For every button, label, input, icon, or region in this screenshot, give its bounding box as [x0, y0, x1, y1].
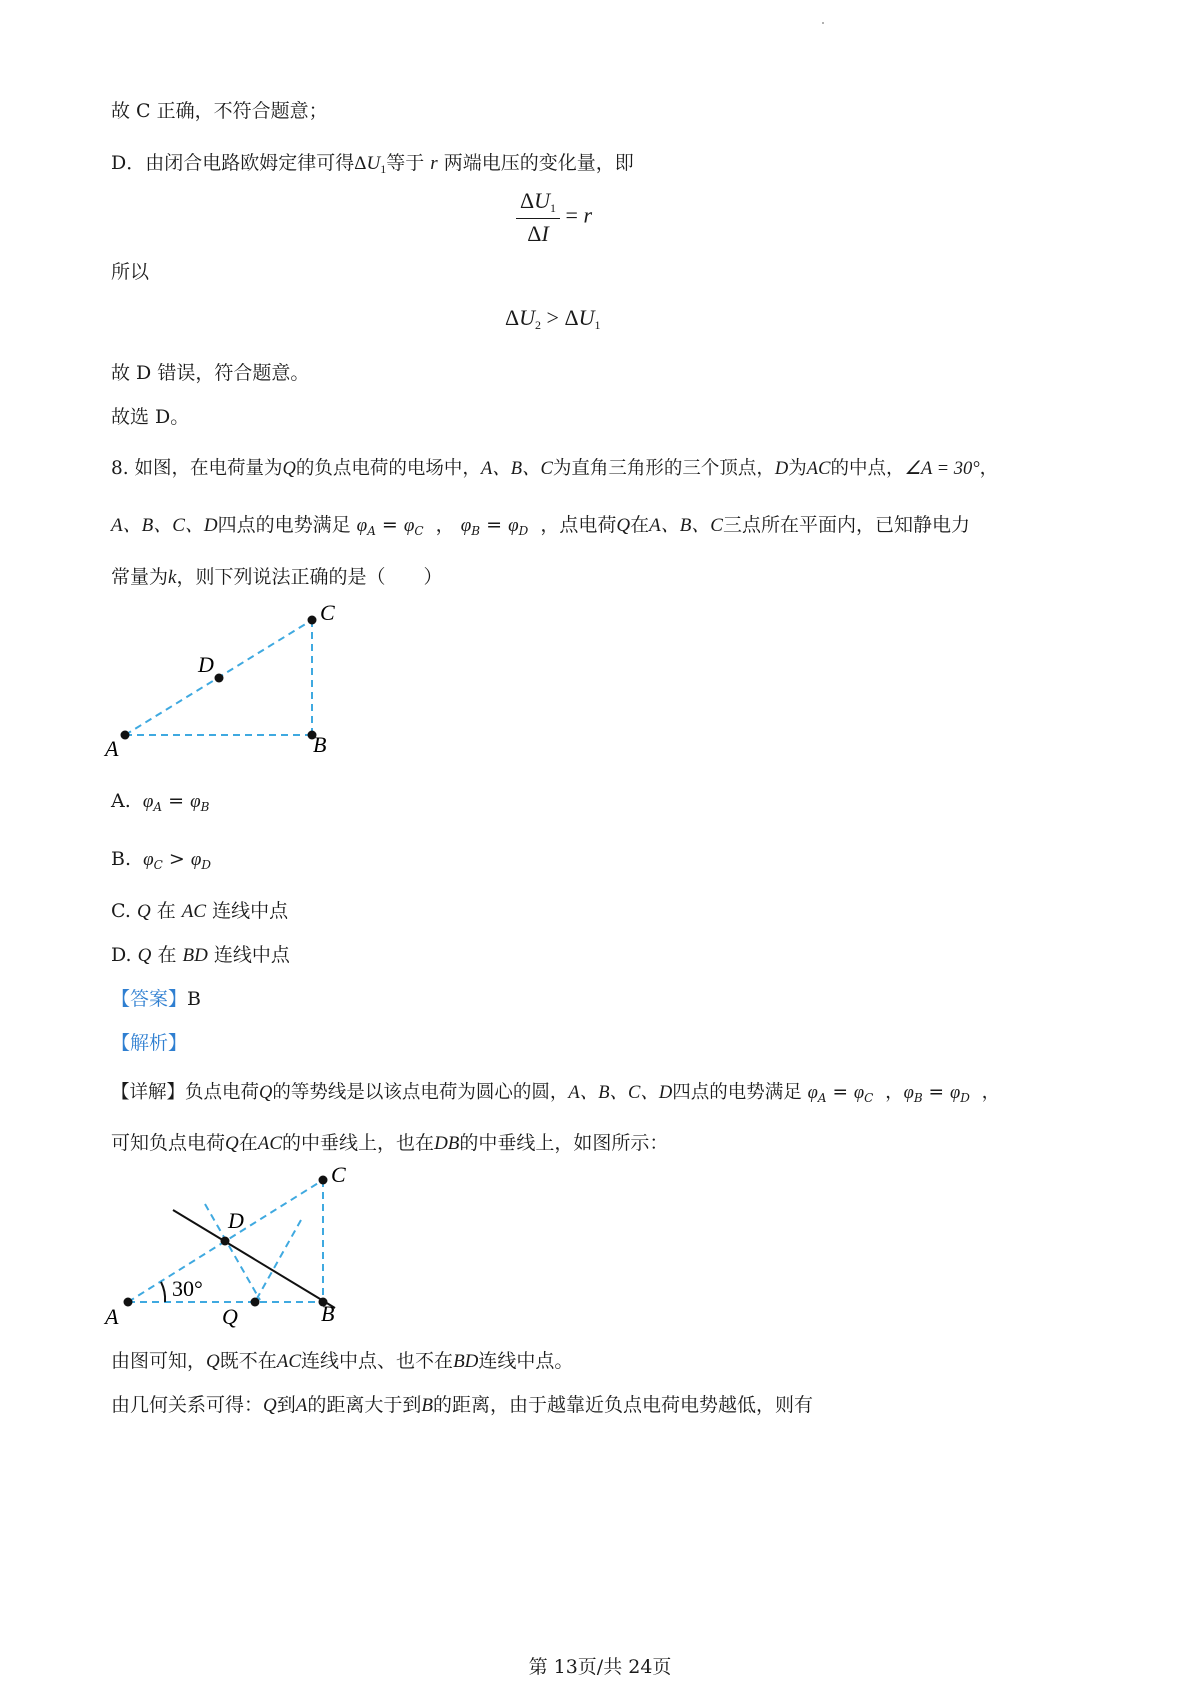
label-d: D	[198, 652, 214, 677]
question-8-line-3: 常量为k，则下列说法正确的是（ ）	[111, 566, 443, 588]
label-q: Q	[222, 1304, 238, 1329]
equation-du2-gt-du1: ΔU2 > ΔU1	[505, 305, 601, 332]
option-a[interactable]: A. $\varphi_A = \varphi_B$	[111, 790, 210, 814]
point-a	[124, 1298, 133, 1307]
label-c: C	[320, 600, 335, 625]
page-mark	[822, 22, 824, 24]
analysis-tag: 【解析】	[111, 1032, 188, 1054]
answer-value: B	[187, 988, 201, 1010]
equation-du1-di: $\frac{\Delta U1}{\Delta I}$ = r	[516, 188, 592, 247]
question-8-line-2: A、B、C、D四点的电势满足 $\varphi_A = \varphi_C$ ， $\varphi_B = \varphi_D$ ，点电荷Q在A、B、C三点所在平面内，已知静电力	[111, 514, 970, 538]
point-q	[251, 1298, 260, 1307]
text-line-d-wrong: 故 D 错误，符合题意。	[111, 362, 310, 384]
point-d	[215, 674, 224, 683]
label-c: C	[331, 1162, 346, 1187]
d-suffix: 两端电压的变化量，即	[443, 152, 634, 174]
label-angle: 30°	[172, 1276, 203, 1301]
answer-tag: 【答案】	[111, 988, 188, 1010]
delta-u1: $\Delta U_1$	[354, 153, 387, 176]
var-r: r	[430, 153, 438, 174]
text-line-choose-d: 故选 D。	[111, 406, 190, 428]
page-footer: 第 13页/共 24页	[528, 1656, 672, 1678]
figure-triangle	[95, 598, 355, 768]
answer-line	[111, 984, 201, 1011]
label-b: B	[313, 732, 327, 757]
point-c	[308, 616, 317, 625]
point-a	[121, 731, 130, 740]
text-line-so: 所以	[111, 261, 150, 283]
text-line-d-statement	[111, 148, 634, 177]
label-b: B	[321, 1301, 335, 1326]
conclusion-line-1: 由图可知，Q既不在AC连线中点、也不在BD连线中点。	[111, 1350, 574, 1372]
fraction: $\frac{\Delta U1}{\Delta I}$	[516, 188, 560, 247]
question-8-line-1: 8. 如图，在电荷量为Q的负点电荷的电场中，A、B、C为直角三角形的三个顶点，D为AC的中点，∠A = 30°，	[111, 458, 999, 479]
point-c	[319, 1176, 328, 1185]
detail-line-2: 可知负点电荷Q在AC的中垂线上，也在DB的中垂线上，如图所示：	[111, 1132, 669, 1154]
label-a: A	[105, 736, 119, 761]
conclusion-line-2: 由几何关系可得：Q到A的距离大于到B的距离，由于越靠近负点电荷电势越低，则有	[111, 1394, 814, 1416]
point-d	[221, 1237, 230, 1246]
option-b[interactable]: B. $\varphi_C > \varphi_D$	[111, 848, 211, 872]
label-a: A	[105, 1304, 119, 1329]
d-prefix: D．由闭合电路欧姆定律可得	[111, 152, 355, 174]
d-equals-text: 等于	[386, 152, 425, 174]
detail-line-1: 【详解】负点电荷Q的等势线是以该点电荷为圆心的圆，A、B、C、D四点的电势满足 $\varphi_A = \varphi_C$ ，$\varphi_B = \varphi_D$ ，	[111, 1082, 1001, 1105]
label-d: D	[228, 1208, 244, 1233]
figure-perpendicular-bisectors	[95, 1158, 375, 1338]
option-d[interactable]: D. Q 在 BD 连线中点	[111, 944, 290, 966]
angle-arc	[161, 1282, 165, 1302]
text-line-c-correct: 故 C 正确，不符合题意；	[111, 100, 328, 122]
option-c[interactable]: C. Q 在 AC 连线中点	[111, 900, 289, 922]
